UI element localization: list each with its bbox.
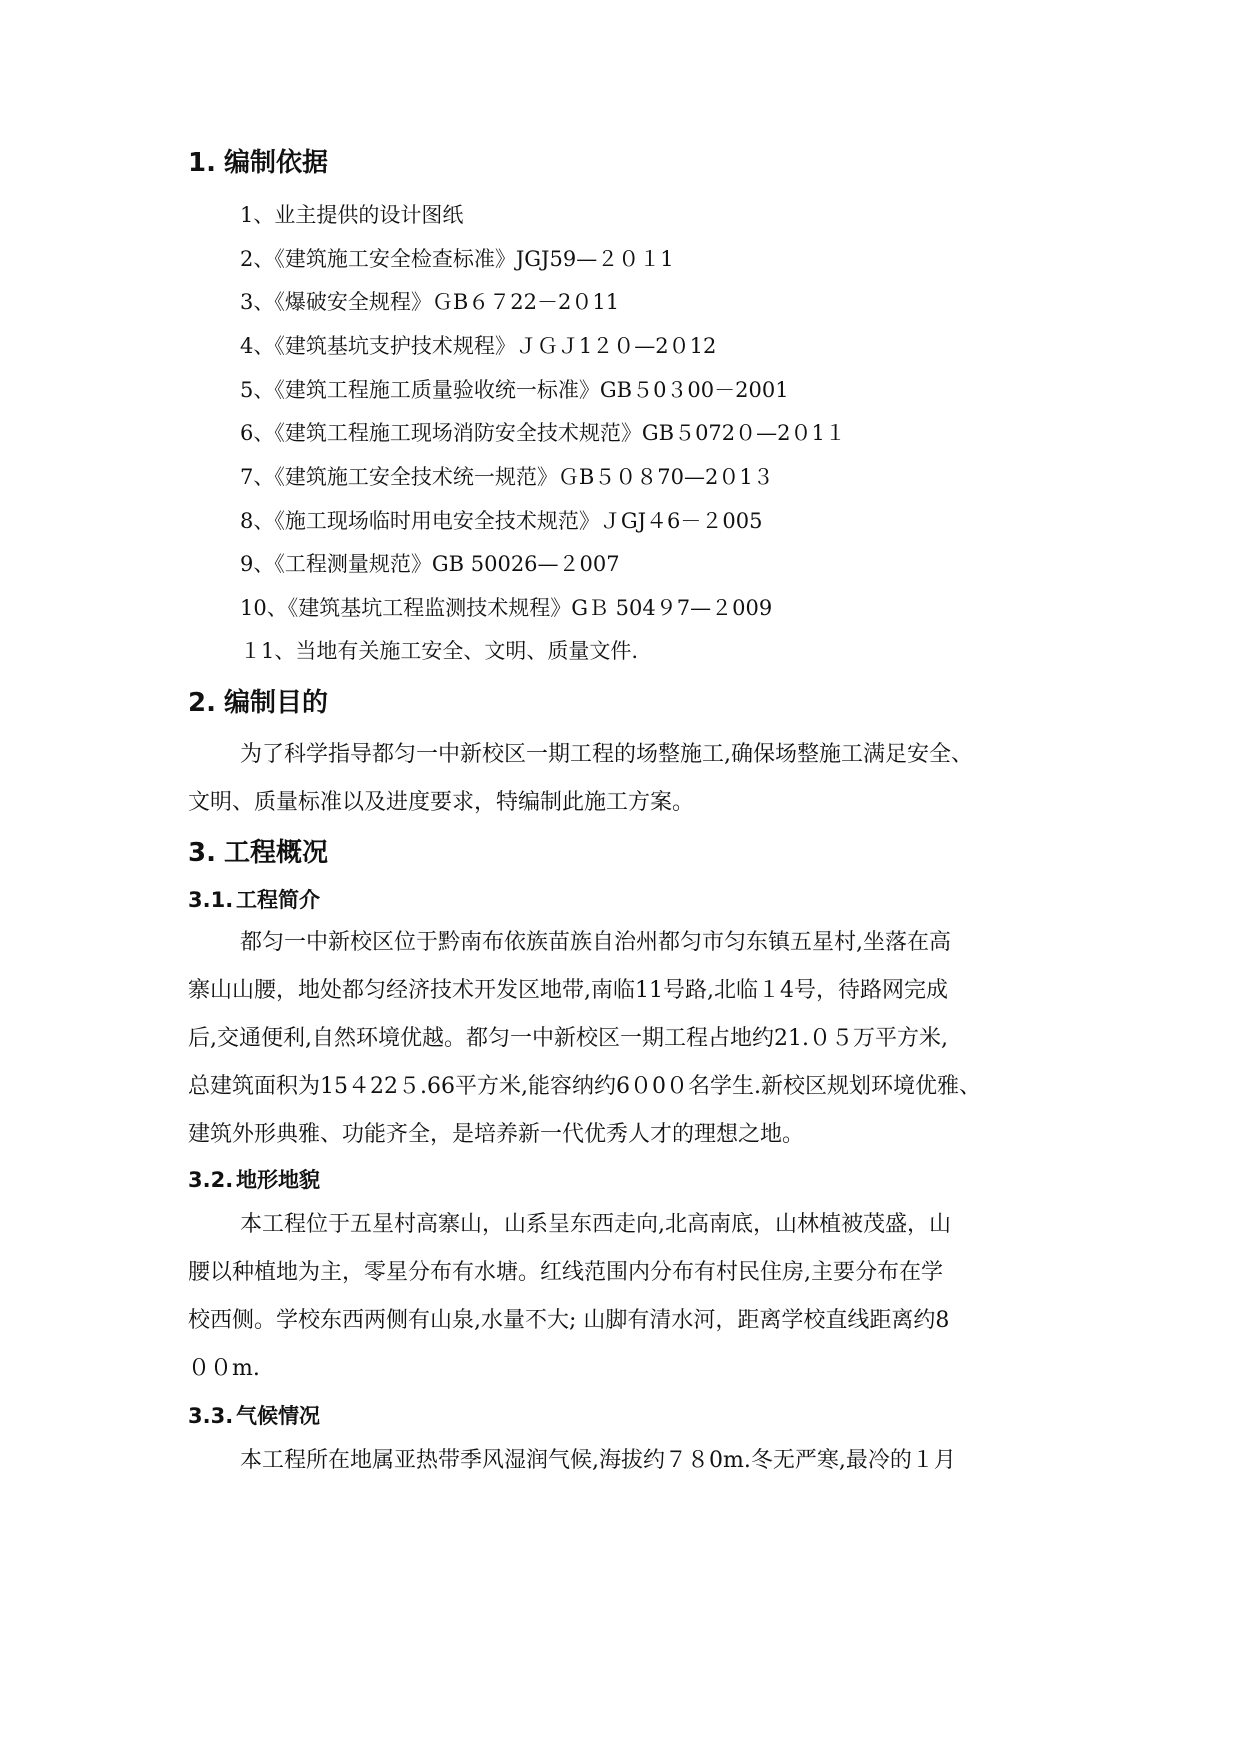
intro-line: 寨山山腰，地处都匀经济技术开发区地带,南临11号路,北临１4号，待路网完成 (188, 978, 948, 1003)
section-heading-3 (188, 836, 328, 870)
purpose-line: 为了科学指导都匀一中新校区一期工程的场整施工,确保场整施工满足安全、 (240, 742, 973, 767)
subsection-title: 地形地貌 (236, 1168, 320, 1192)
subsection-title: 工程简介 (236, 888, 320, 912)
section-title: 工程概况 (224, 838, 329, 868)
subsection-number: 3.3. (188, 1404, 234, 1428)
terrain-line: ００m. (188, 1356, 260, 1381)
section-number: 1. (188, 148, 216, 178)
section-title: 编制依据 (224, 148, 329, 178)
basis-item: 9、《工程测量规范》GB 50026—２007 (240, 552, 620, 576)
subsection-heading-3-3 (188, 1402, 320, 1430)
subsection-heading-3-1 (188, 886, 320, 914)
basis-item: 4、《建筑基坑支护技术规程》ＪＧＪ1２０—2０12 (240, 334, 717, 358)
subsection-title: 气候情况 (236, 1404, 320, 1428)
basis-item: 3、《爆破安全规程》ＧB６７22－2０11 (240, 290, 620, 314)
section-heading-1 (188, 146, 328, 180)
terrain-line: 腰以种植地为主，零星分布有水塘。红线范围内分布有村民住房,主要分布在学 (188, 1260, 943, 1285)
basis-item: 8、《施工现场临时用电安全技术规范》ＪGJ４6－２005 (240, 509, 763, 533)
climate-line: 本工程所在地属亚热带季风湿润气候,海拔约７８0m.冬无严寒,最冷的１月 (240, 1448, 956, 1473)
intro-line: 后,交通便利,自然环境优越。都匀一中新校区一期工程占地约21.０５万平方米, (188, 1026, 948, 1051)
basis-item: 10、《建筑基坑工程监测技术规程》GＢ 504９7—２009 (240, 596, 773, 620)
basis-item: 1、业主提供的设计图纸 (240, 203, 464, 227)
basis-item: 5、《建筑工程施工质量验收统一标准》GB５0３00－2001 (240, 378, 789, 402)
section-heading-2 (188, 686, 328, 720)
intro-line: 都匀一中新校区位于黔南布依族苗族自治州都匀市匀东镇五星村,坐落在高 (240, 930, 951, 955)
terrain-line: 本工程位于五星村高寨山，山系呈东西走向,北高南底，山林植被茂盛，山 (240, 1212, 951, 1237)
basis-item: 2、《建筑施工安全检查标准》JGJ59—２０１1 (240, 247, 674, 271)
intro-line: 建筑外形典雅、功能齐全，是培养新一代优秀人才的理想之地。 (188, 1122, 805, 1147)
subsection-heading-3-2 (188, 1166, 320, 1194)
basis-item: 7、《建筑施工安全技术统一规范》ＧB５０８70—2０1３ (240, 465, 774, 489)
section-number: 2. (188, 688, 216, 718)
subsection-number: 3.1. (188, 888, 234, 912)
intro-line: 总建筑面积为15４22５.66平方米,能容纳约6０0０名学生.新校区规划环境优雅、 (188, 1074, 981, 1099)
subsection-number: 3.2. (188, 1168, 234, 1192)
basis-item: 6、《建筑工程施工现场消防安全技术规范》GB５072０—2０1１ (240, 421, 846, 445)
section-title: 编制目的 (224, 688, 329, 718)
basis-item: １1、当地有关施工安全、文明、质量文件. (240, 639, 639, 663)
purpose-line: 文明、质量标准以及进度要求，特编制此施工方案。 (188, 790, 695, 815)
terrain-line: 校西侧。学校东西两侧有山泉,水量不大; 山脚有清水河，距离学校直线距离约8 (188, 1308, 950, 1333)
section-number: 3. (188, 838, 216, 868)
